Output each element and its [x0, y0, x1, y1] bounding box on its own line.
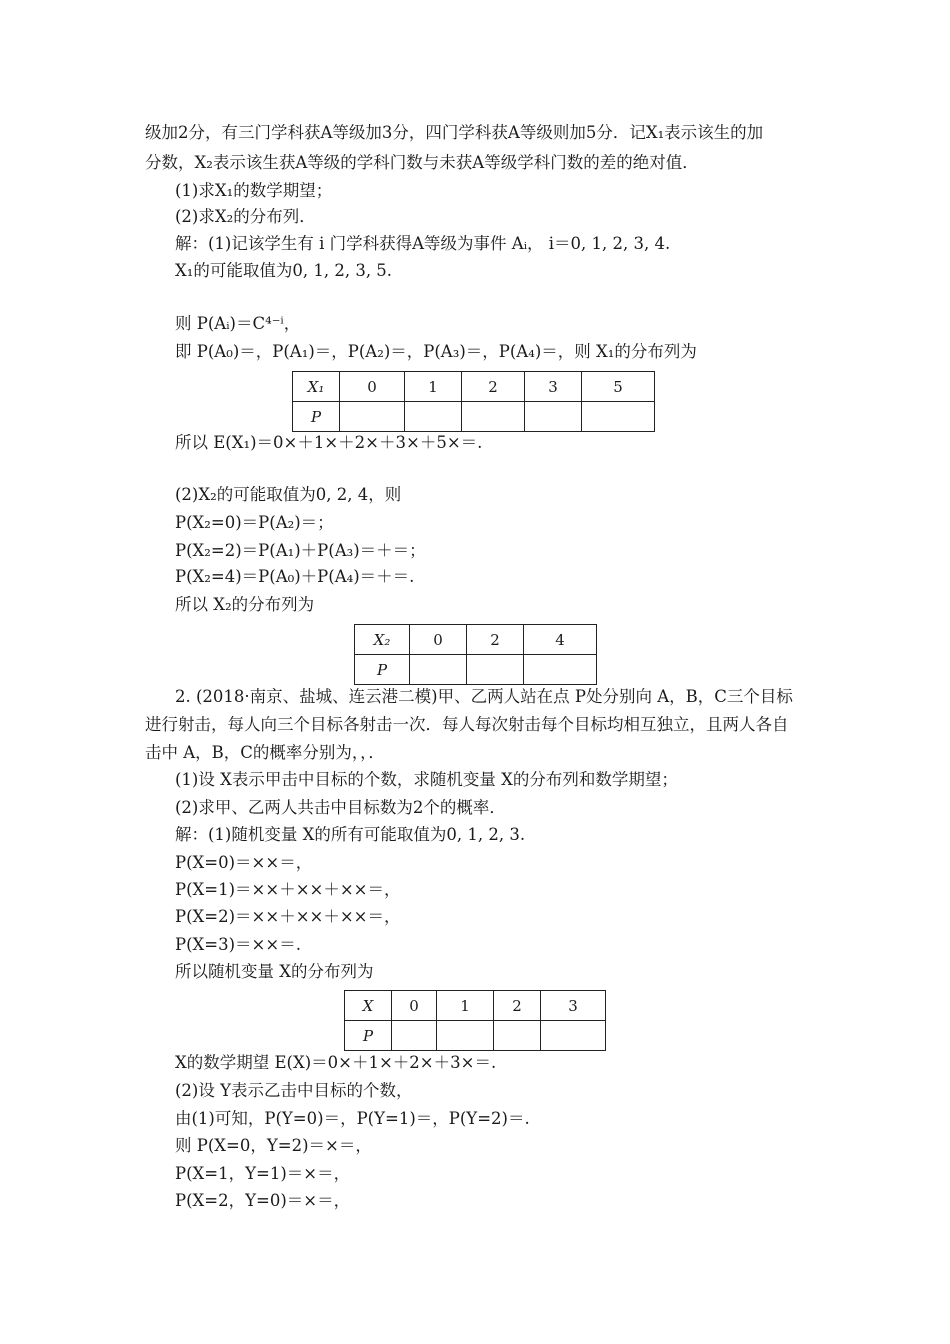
text-line: 解：(1)随机变量 X的所有可能取值为0, 1, 2, 3.: [175, 825, 526, 844]
table-cell: P: [355, 655, 410, 685]
text-line: 所以 X₂的分布列为: [175, 595, 315, 614]
text-line: P(X=1)＝××＋××＋××＝，: [175, 880, 401, 899]
table-cell: [467, 655, 524, 685]
table-cell: 1: [405, 372, 462, 402]
text-line: 分数，X₂表示该生获A等级的学科门数与未获A等级学科门数的差的绝对值．: [145, 153, 699, 172]
table-cell: [410, 655, 467, 685]
table-cell: P: [345, 1021, 392, 1051]
text-line: X₁的可能取值为0, 1, 2, 3, 5.: [175, 261, 393, 280]
text-line: P(X₂=2)＝P(A₁)＋P(A₃)＝＋＝；: [175, 541, 426, 560]
table-cell: 0: [410, 625, 467, 655]
text-line: P(X₂=4)＝P(A₀)＋P(A₄)＝＋＝.: [175, 567, 415, 586]
table-cell: [392, 1021, 437, 1051]
text-line: (2)求X₂的分布列．: [175, 207, 316, 226]
table-cell: 5: [582, 372, 655, 402]
text-line: 所以 E(X₁)＝0×＋1×＋2×＋3×＋5×＝.: [175, 433, 483, 452]
table-header-row: [355, 625, 597, 655]
text-line: 2. (2018·南京、盐城、连云港二模)甲、乙两人站在点 P处分别向 A，B，C三个目标: [175, 687, 793, 706]
distribution-table-x2: [354, 624, 597, 685]
text-line: (2)求甲、乙两人共击中目标数为2个的概率．: [175, 798, 506, 817]
table-cell: X: [345, 991, 392, 1021]
table-cell: 4: [524, 625, 597, 655]
table-cell: 2: [467, 625, 524, 655]
table-cell: [582, 402, 655, 432]
table-header-row: [293, 372, 655, 402]
text-line: 由(1)可知，P(Y=0)＝，P(Y=1)＝，P(Y=2)＝.: [175, 1109, 530, 1128]
text-line: (2)X₂的可能取值为0, 2, 4，则: [175, 485, 402, 504]
text-line: 解：(1)记该学生有 i 门学科获得A等级为事件 Aᵢ， i＝0, 1, 2, 3, 4.: [175, 234, 671, 253]
text-line: 级加2分，有三门学科获A等级加3分，四门学科获A等级则加5分．记X₁表示该生的加: [145, 123, 764, 142]
table-cell: [525, 402, 582, 432]
table-cell: [541, 1021, 606, 1051]
text-line: P(X₂=0)＝P(A₂)＝；: [175, 513, 334, 532]
table-cell: [494, 1021, 541, 1051]
distribution-table-x1: [292, 371, 655, 432]
text-line: P(X=3)＝××＝.: [175, 935, 301, 954]
text-line: P(X=0)＝××＝，: [175, 853, 313, 872]
text-line: 进行射击，每人向三个目标各射击一次．每人每次射击每个目标均相互独立，且两人各自: [145, 715, 789, 734]
table-cell: 2: [462, 372, 525, 402]
text-line: 则 P(X=0，Y=2)＝×＝，: [175, 1136, 372, 1155]
distribution-table-x: [344, 990, 606, 1051]
text-line: (1)求X₁的数学期望；: [175, 181, 333, 200]
text-line: P(X=2)＝××＋××＋××＝，: [175, 907, 401, 926]
table-cell: 0: [340, 372, 405, 402]
table-cell: [437, 1021, 494, 1051]
table-header-row: [345, 991, 606, 1021]
table-cell: [340, 402, 405, 432]
text-line: 击中 A，B，C的概率分别为，，．: [145, 743, 385, 762]
text-line: 所以随机变量 X的分布列为: [175, 962, 374, 981]
text-line: X的数学期望 E(X)＝0×＋1×＋2×＋3×＝.: [175, 1053, 497, 1072]
table-row: [355, 655, 597, 685]
text-line: P(X=1，Y=1)＝×＝，: [175, 1164, 351, 1183]
table-cell: X₁: [293, 372, 340, 402]
table-cell: 1: [437, 991, 494, 1021]
table-row: [345, 1021, 606, 1051]
table-cell: [405, 402, 462, 432]
table-cell: 0: [392, 991, 437, 1021]
table-cell: P: [293, 402, 340, 432]
table-cell: [462, 402, 525, 432]
table-cell: [524, 655, 597, 685]
table-cell: 3: [525, 372, 582, 402]
text-line: (1)设 X表示甲击中目标的个数，求随机变量 X的分布列和数学期望；: [175, 770, 678, 789]
text-line: 即 P(A₀)＝，P(A₁)＝，P(A₂)＝，P(A₃)＝，P(A₄)＝，则 X₁的分布列为: [175, 342, 697, 361]
table-cell: 2: [494, 991, 541, 1021]
table-cell: 3: [541, 991, 606, 1021]
text-line: 则 P(Aᵢ)＝C⁴⁻ⁱ，: [175, 314, 301, 333]
table-cell: X₂: [355, 625, 410, 655]
table-row: [293, 402, 655, 432]
text-line: (2)设 Y表示乙击中目标的个数，: [175, 1081, 413, 1100]
text-line: P(X=2，Y=0)＝×＝，: [175, 1191, 351, 1210]
